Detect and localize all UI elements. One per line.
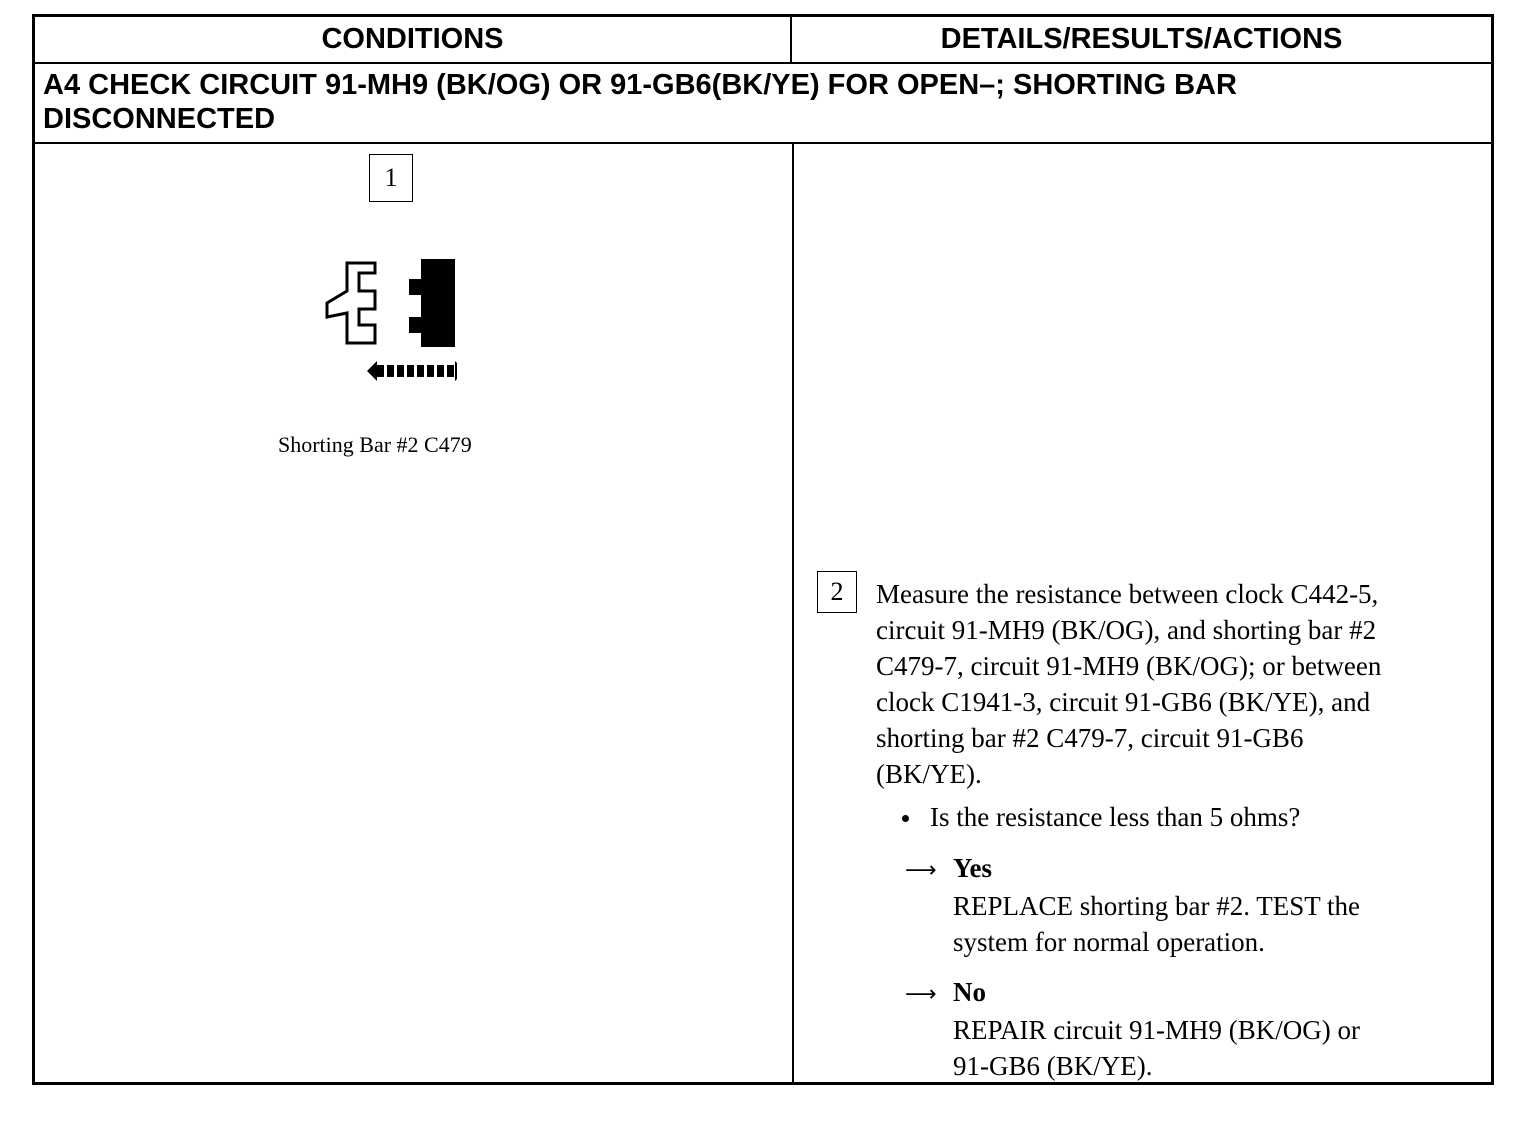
answer-yes-text [953, 888, 1360, 960]
right-arrow-icon: ⟶ [905, 982, 937, 1007]
instruction-line: circuit 91-MH9 (BK/OG), and shorting bar #2 [876, 615, 1377, 645]
answer-line: 91-GB6 (BK/YE). [953, 1051, 1153, 1081]
answer-no-label: No [953, 977, 986, 1007]
instruction-line: C479-7, circuit 91-MH9 (BK/OG); or between [876, 651, 1382, 681]
diagnostic-table [32, 14, 1494, 1085]
instruction-line: (BK/YE). [876, 759, 982, 789]
answer-line: REPAIR circuit 91-MH9 (BK/OG) or [953, 1015, 1360, 1045]
step-title [35, 64, 1491, 144]
question-text: Is the resistance less than 5 ohms? [930, 802, 1301, 832]
answer-no-text [953, 1012, 1360, 1084]
step-title-line-1: A4 CHECK CIRCUIT 91-MH9 (BK/OG) OR 91-GB6(BK/YE) FOR OPEN–; SHORTING BAR [43, 69, 1237, 101]
connector-disconnect-icon [317, 251, 457, 386]
measurement-instructions [876, 576, 1476, 792]
step-number-box-1: 1 [369, 154, 413, 202]
column-divider [792, 144, 794, 1082]
step-title-line-2: DISCONNECTED [43, 103, 276, 135]
instruction-line: shorting bar #2 C479-7, circuit 91-GB6 [876, 723, 1304, 753]
step-number-box-2: 2 [817, 571, 857, 613]
right-arrow-icon: ⟶ [905, 858, 937, 883]
bullet-icon [902, 815, 909, 822]
instruction-line: clock C1941-3, circuit 91-GB6 (BK/YE), and [876, 687, 1371, 717]
instruction-line: Measure the resistance between clock C442-5, [876, 579, 1379, 609]
answer-yes-label: Yes [953, 853, 992, 883]
details-header: DETAILS/RESULTS/ACTIONS [792, 17, 1491, 64]
answer-line: system for normal operation. [953, 927, 1265, 957]
conditions-header: CONDITIONS [35, 17, 792, 64]
answer-line: REPLACE shorting bar #2. TEST the [953, 891, 1360, 921]
connector-caption: Shorting Bar #2 C479 [278, 432, 472, 457]
